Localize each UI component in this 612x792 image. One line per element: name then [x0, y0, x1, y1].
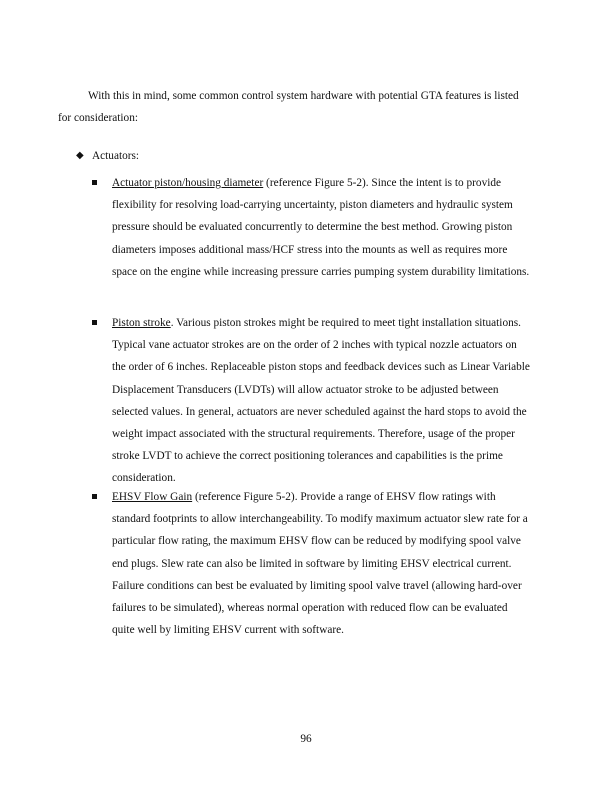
bullet-paragraph: [92, 312, 532, 490]
bullet-text: (reference Figure 5-2). Provide a range of EHSV flow ratings with standard footprints to allow interchangeability. To modify maximum actuator slew rate for a particular flow rating, the maximum EHSV flow can be reduced by modifying spool valve end plugs. Slew rate can also be limited in software by limiting EHSV electrical current. Failure conditions can best be evaluated by limiting spool valve travel (allowing hard-over failures to be simulated), whereas normal operation with reduced flow can be evaluated quite well by limiting EHSV current with software.: [112, 491, 528, 637]
page-number: 96: [300, 733, 312, 745]
bullet-item-piston-diameter: [92, 172, 532, 283]
bullet-text: (reference Figure 5-2). Since the intent is to provide flexibility for resolving load-carrying uncertainty, piston diameters and hydraulic system pressure should be evaluated concurrently to determine the best method. Growing piston diameters imposes additional mass/HCF stress into the mounts as well as requires more space on the engine while increasing pressure carries pumping system durability limitations.: [112, 177, 530, 278]
square-bullet-icon: [92, 320, 97, 325]
list-label: Actuators:: [92, 150, 140, 162]
bullet-paragraph: [92, 486, 532, 641]
square-bullet-icon: [92, 180, 97, 185]
bullet-item-ehsv-flow-gain: [92, 486, 532, 641]
diamond-bullet-icon: ◆: [76, 150, 84, 161]
square-bullet-icon: [92, 494, 97, 499]
bullet-item-piston-stroke: [92, 312, 532, 490]
intro-paragraph: With this in mind, some common control system hardware with potential GTA features is listed for consideration:: [58, 90, 519, 125]
bullet-text: . Various piston strokes might be required to meet tight installation situations. Typical vane actuator strokes are on the order of 2 inches with typical nozzle actuators on the order of 6 inches. Replaceable piston stops and feedback devices such as Linear Variable Displacement Transducers (LVDTs) will allow actuator stroke to be adjusted between selected values. In general, actuators are never scheduled against the hard stops to avoid the weight impact associated with the structural requirements. Therefore, usage of the proper stroke LVDT to achieve the correct positioning tolerances and capabilities is the prime consideration.: [112, 317, 530, 485]
bullet-paragraph: [92, 172, 532, 283]
bullet-title: EHSV Flow Gain: [112, 491, 193, 503]
bullet-title: Actuator piston/housing diameter: [112, 177, 264, 189]
bullet-title: Piston stroke: [112, 317, 171, 329]
